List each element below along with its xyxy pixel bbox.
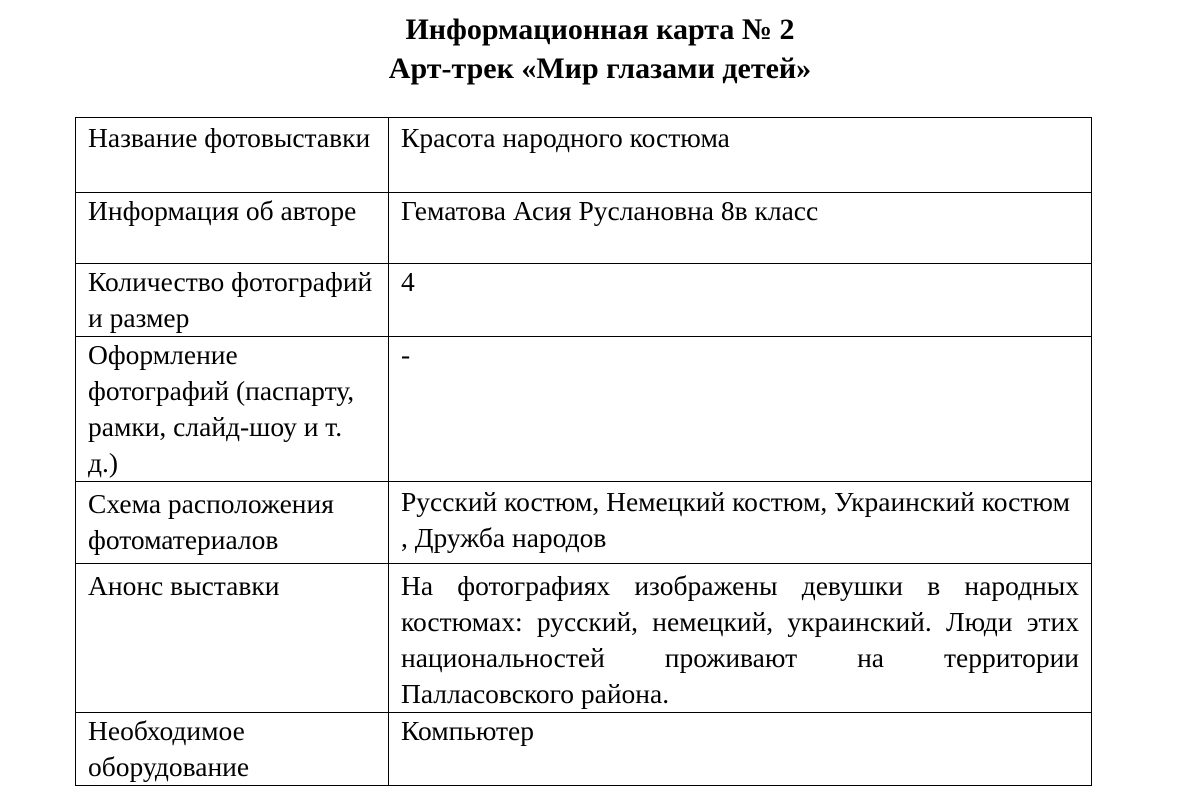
- row-value: Гематова Асия Руслановна 8в класс: [389, 193, 1092, 264]
- row-value: Красота народного костюма: [389, 118, 1092, 193]
- table-row: [76, 337, 1092, 482]
- table-row: [76, 264, 1092, 337]
- row-label: Информация об авторе: [76, 193, 389, 264]
- document-title: Информационная карта № 2: [405, 13, 795, 46]
- row-label: Анонс выставки: [76, 564, 389, 713]
- table-row: [76, 193, 1092, 264]
- row-value: -: [389, 337, 1092, 482]
- row-value: Компьютер: [389, 713, 1092, 786]
- row-label: Количество фотографий и размер: [76, 264, 389, 337]
- row-label: Схема расположения фотоматериалов: [76, 482, 389, 564]
- table-row: [76, 564, 1092, 713]
- row-value: 4: [389, 264, 1092, 337]
- table-row: [76, 118, 1092, 193]
- table-row: [76, 713, 1092, 786]
- row-value: Русский костюм, Немецкий костюм, Украинский костюм , Дружба народов: [389, 482, 1092, 564]
- row-value: На фотографиях изображены девушки в народных костюмах: русский, немецкий, украинский. Люди этих национальностей проживают на территории Палласовского района.: [389, 564, 1092, 713]
- row-label: Оформление фотографий (паспарту, рамки, слайд-шоу и т. д.): [76, 337, 389, 482]
- row-label: Необходимое оборудование: [76, 713, 389, 786]
- info-table: [75, 117, 1092, 786]
- table-row: [76, 482, 1092, 564]
- row-label: Название фотовыставки: [76, 118, 389, 193]
- document-subtitle: Арт-трек «Мир глазами детей»: [388, 52, 812, 85]
